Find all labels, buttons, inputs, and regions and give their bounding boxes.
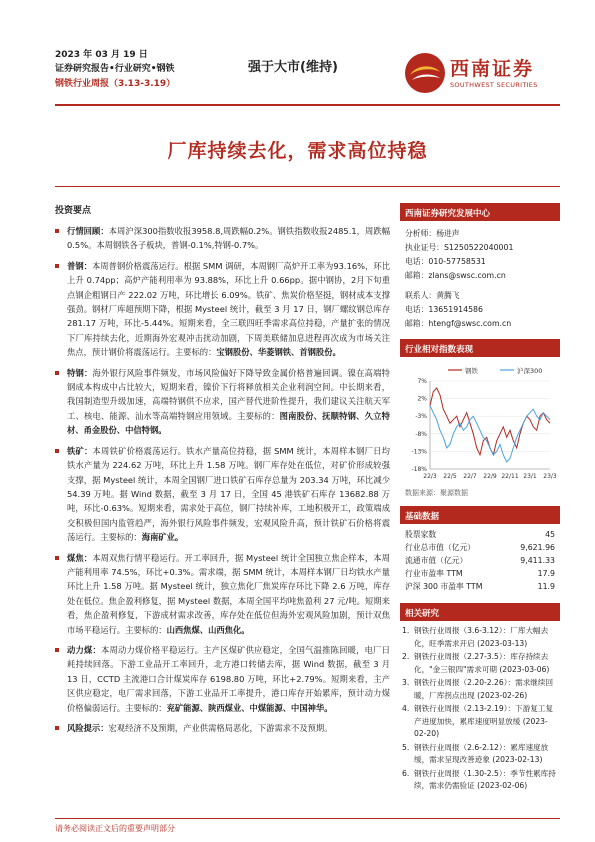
rating: 强于大市(维持) — [248, 60, 338, 75]
paragraph-text: 海外银行风险事件频发，市场风险偏好下降导致金属价格普遍回调。镍在高端特钢成本构成中占比较大，短期来看，镍价下行将释放相关企业利润空间。中长期来看，我国制造型升级加速，高端特钢供不应求，国产替代进阶性提升，我们建议关注航天军工、核电、能源、汕水等高端特钢应用领域。主要标的： — [67, 367, 390, 421]
title-divider — [55, 186, 560, 187]
related-report-text: 钢铁行业周报（2.27-3.5）：库存持续去化，"金三银四"需求可期 (2023-03-06) — [414, 652, 550, 674]
basic-data-value: 11.9 — [537, 582, 555, 591]
report-weekly-title: 钢铁行业周报（3.13-3.19） — [55, 79, 176, 89]
bullet-marker — [55, 726, 59, 730]
paragraph-keyword: 风险提示： — [67, 723, 109, 733]
paragraph-keyword: 煤焦： — [67, 552, 93, 563]
related-report-text: 钢铁行业周报（2.13-2.19）：下游复工复产进度加快，累库速度明显放缓 (2023-02-20) — [414, 704, 554, 738]
paragraph-keyword: 行情回顾： — [67, 226, 109, 236]
related-report-item — [402, 651, 558, 676]
basic-data-row — [400, 567, 560, 580]
related-report-text: 钢铁行业周报（2.6-2.12）：累库速度放缓，需求呈现改善迹象 (2023-02-13) — [414, 742, 549, 764]
paragraph — [55, 224, 390, 253]
related-report-item — [402, 625, 558, 650]
contact-line — [400, 317, 560, 331]
contact-value: 13651914586 — [428, 305, 483, 314]
contact-label: 电话： — [405, 305, 429, 314]
analyst-line — [400, 227, 560, 241]
analyst-value: 010-57758531 — [428, 257, 486, 266]
paragraph-stocks: 兖矿能源、陕西煤业、中煤能源、中国神华。 — [166, 702, 333, 713]
basic-data-label: 沪深 300 市盈率 TTM — [405, 582, 483, 591]
analyst-line — [400, 269, 560, 283]
analyst-label: 电话： — [405, 257, 429, 266]
x-tick-label: 22/5 — [443, 473, 457, 480]
logo-text-cn: 西南证券 — [450, 58, 535, 80]
paragraph-stocks: 图南股份、抚顺特钢、久立特材、甬金股份、中信特钢。 — [67, 410, 390, 436]
related-report-num: 4. — [402, 704, 410, 713]
basic-data-label: 股票家数 — [405, 530, 437, 539]
basic-data-row — [400, 580, 560, 593]
y-tick-label: 2% — [417, 395, 427, 403]
paragraph-text: 本周普钢价格震荡运行。根据 SMM 调研，本周钢厂高炉开工率为93.16%，环比上升 0.74pp；高炉产能利用率为 93.88%，环比上升 0.66pp。据中钢协，2月下旬重点钢企粗钢日产 222.02 万吨，环比增长 6.09%。铁矿、焦炭价格坚挺，钢材成本支撑强劲。钢材厂库超预期下降，根据 Mysteel 统计，截至 3 月 17 日，钢厂螺纹钢总库存 281.17 万吨，环比-5.44%。短期来看，全三联四旺季需求高位持稳，产量扩张的情况下厂库持续去化，近期海外宏观冲击扰动加剧，下周美联储加息进程再次成为市场关注焦点，预计钢价将震荡运行。主要标的： — [67, 260, 390, 358]
paragraph — [55, 551, 390, 637]
bullet-marker — [55, 371, 59, 375]
paragraph-text: 宏观经济不及预期，产业供需格局恶化，下游需求不及预期。 — [108, 723, 333, 733]
logo-text-en: SOUTHWEST SECURITIES — [450, 81, 538, 89]
related-report-num: 5. — [402, 742, 410, 752]
x-tick-label: 23/3 — [543, 473, 557, 480]
team-heading: 西南证券研究发展中心 — [400, 203, 560, 221]
related-report-item — [402, 703, 558, 741]
related-report-num: 2. — [402, 652, 410, 661]
paragraph-stocks: 山西焦煤、山西焦化。 — [166, 624, 250, 635]
y-tick-label: -13% — [411, 448, 427, 456]
related-report-item — [402, 742, 558, 767]
y-tick-label: -8% — [415, 430, 427, 438]
related-report-item — [402, 768, 558, 793]
paragraph-text: 本周动力煤价格平稳运行。主产区煤矿供应稳定，全国气温推陈回暖，电厂日耗持续回落。下游工业品开工率回升，北方港口转储去库，据 Wind 数据，截至 3 月 13 日，CCTD 主流港口合计煤炭库存 6198.80 万吨，环比+2.79%。短期来看，主产区供应稳定，电厂需求回落，下游工业品开工率提升，港口库存开始累库，预计动力煤价格偏弱运行。主要标的： — [67, 644, 390, 713]
basic-data-heading: 基础数据 — [400, 506, 560, 524]
related-list — [400, 621, 560, 793]
bullet-marker — [55, 264, 59, 268]
footer-divider — [55, 818, 560, 819]
analyst-value: 杨进声 — [436, 229, 460, 238]
analyst-value: zlans@swsc.com.cn — [428, 271, 506, 280]
paragraph-text: 本周铁矿价格震荡运行。铁水产量高位持稳，据 SMM 统计，本周样本钢厂日均铁水产量为 224.62 万吨，环比上升 1.58 万吨。钢厂库存处在低位，对矿价形成较强支撑，据 Mysteel 统计，本周全国钢厂进口铁矿石库存总量为 203.34 万吨，环比减少 54.39 万吨。据 Wind 数据，截至 3 月 17 日，全国 45 港铁矿石库存 13682.88 万吨，环比-0.63%。短期来看，需求处于高位，钢厂持续补库，工地积极开工，政策端成交积极但国内监管趋严，海外银行风险事件频发，宏观风险升高，预计铁矿石价格将震荡运行。主要标的： — [67, 445, 390, 543]
chart-heading: 行业相对指数表现 — [400, 339, 560, 357]
paragraph — [55, 366, 390, 438]
contact-value: 黄腾飞 — [436, 291, 460, 300]
y-tick-label: -3% — [415, 413, 427, 421]
basic-data-row — [400, 541, 560, 554]
paragraph-keyword: 动力煤： — [67, 644, 102, 655]
paragraph — [55, 444, 390, 545]
chart-source: 数据来源：聚源数据 — [405, 489, 468, 497]
basic-data-row — [400, 554, 560, 567]
basic-data-label: 行业总市值（亿元） — [405, 543, 476, 552]
related-report-item — [402, 677, 558, 702]
related-report-text: 钢铁行业周报（2.20-2.26）：需求继续回暖，厂库拐点出现 (2023-02-26) — [414, 678, 554, 700]
paragraph-stocks: 海南矿业。 — [141, 532, 184, 543]
bullet-marker — [55, 648, 59, 652]
x-tick-label: 23/1 — [523, 473, 537, 480]
y-tick-label: -18% — [411, 466, 427, 473]
related-report-num: 3. — [402, 678, 410, 687]
paragraph — [55, 721, 390, 735]
basic-data-value: 9,621.96 — [520, 543, 555, 552]
index-chart-svg — [400, 361, 560, 486]
basic-data-row — [400, 528, 560, 541]
contact-label: 联系人： — [405, 291, 437, 300]
contact-label: 邮箱： — [405, 319, 429, 328]
report-header — [55, 48, 175, 92]
contact-value: htengf@swsc.com.cn — [428, 319, 512, 328]
basic-data-table — [400, 528, 560, 593]
x-tick-label: 22/7 — [463, 473, 477, 480]
logo — [404, 52, 552, 94]
contact-line — [400, 303, 560, 317]
y-tick-label: 7% — [417, 378, 427, 385]
paragraph-keyword: 铁矿： — [67, 445, 93, 456]
legend-label: 钢铁 — [465, 367, 478, 375]
paragraph-list — [55, 224, 390, 735]
x-tick-label: 22/3 — [423, 473, 437, 480]
related-report-text: 钢铁行业周报（3.6-3.12）：厂库大幅去化，旺季需求开启 (2023-03-13) — [414, 626, 549, 648]
analyst-info — [400, 227, 560, 283]
analyst-value: S1250522040001 — [443, 243, 514, 252]
paragraph-keyword: 普钢： — [67, 260, 92, 271]
report-date: 2023 年 03 月 19 日 — [55, 50, 148, 60]
paragraph — [55, 259, 390, 360]
basic-data-value: 17.9 — [537, 569, 555, 578]
x-tick-label: 22/9 — [483, 473, 497, 480]
analyst-label: 执业证号： — [405, 243, 444, 252]
analyst-label: 邮箱： — [405, 271, 429, 280]
bullet-marker — [55, 556, 59, 560]
legend-label: 沪深300 — [517, 367, 543, 375]
report-category: 证券研究报告•行业研究•钢铁 — [55, 64, 175, 74]
page-title: 厂库持续去化，需求高位持稳 — [167, 140, 428, 162]
basic-data-value: 9,411.33 — [520, 556, 555, 565]
paragraph-text: 本周双焦行情平稳运行。开工率回升，据 Mysteel 统计全国独立焦企样本，本周产能利用率 74.5%，环比+0.3%。需求端，据 SMM 统计，本周样本钢厂日均铁水产量环比上升 1.58 万吨。据 Mysteel 统计，独立焦化厂焦炭库存环比下降 2.6 万吨，库存处在低位。焦企盈利修复，据 Mysteel 数据，本周全国平均吨焦盈利 27 元/吨。短期来看，焦企盈利修复，下游成材需求改善，库存处在低位但海外宏观风险加剧，预计双焦市场平稳运行。主要标的： — [67, 552, 390, 635]
contact-line — [400, 289, 560, 303]
series-line-steel — [430, 388, 550, 455]
analyst-label: 分析师： — [405, 229, 437, 238]
bullet-marker — [55, 229, 59, 233]
paragraph-stocks: 宝钢股份、华菱钢铁、首钢股份。 — [216, 347, 341, 358]
logo-emblem-icon — [404, 52, 446, 94]
index-chart — [400, 361, 560, 486]
paragraph — [55, 643, 390, 715]
basic-data-label: 流通市值（亿元） — [405, 556, 468, 565]
contact-info — [400, 289, 560, 331]
x-tick-label: 22/11 — [501, 473, 519, 480]
analyst-line — [400, 255, 560, 269]
header-divider — [55, 104, 560, 106]
main-content — [55, 203, 390, 741]
section-heading: 投资要点 — [55, 206, 92, 216]
bullet-marker — [55, 449, 59, 453]
related-report-num: 6. — [402, 768, 410, 778]
footer-disclaimer: 请务必阅读正文后的重要声明部分 — [55, 824, 175, 833]
related-report-text: 钢铁行业周报（1.30-2.5）：季节性累库持续，需求仍需验证 (2023-02-06) — [414, 768, 556, 790]
sidebar — [400, 203, 560, 794]
paragraph-keyword: 特钢： — [67, 367, 93, 378]
related-report-num: 1. — [402, 626, 410, 635]
basic-data-label: 行业市盈率 TTM — [405, 569, 463, 578]
analyst-line — [400, 241, 560, 255]
related-heading: 相关研究 — [400, 603, 560, 621]
paragraph-text: 本周沪深300指数收报3958.8,周跌幅0.2%。钢铁指数收报2485.1，周跌幅0.5%。本周钢铁各子板块，普钢-0.1%,特钢-0.7%。 — [67, 226, 390, 251]
basic-data-value: 45 — [545, 530, 555, 539]
